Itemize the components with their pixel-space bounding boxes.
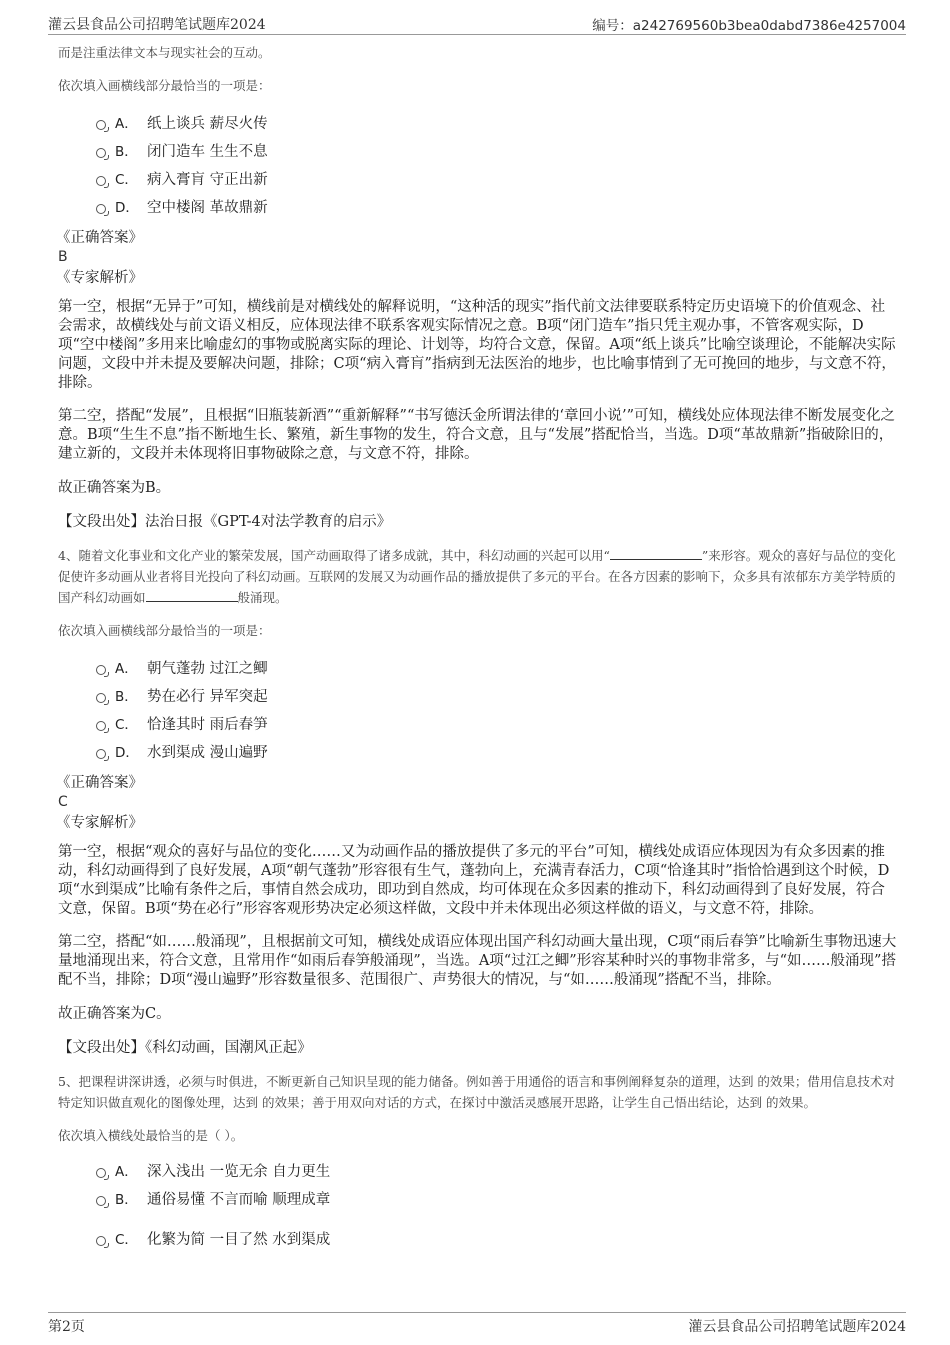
radio-icon[interactable] <box>96 176 106 186</box>
q3-option-a[interactable] <box>96 108 898 136</box>
option-text: 闭门造车 生生不息 <box>147 143 268 160</box>
option-text: 通俗易懂 不言而喻 顺理成章 <box>147 1191 331 1208</box>
q3-option-b[interactable] <box>96 136 898 164</box>
option-letter: A． <box>115 661 138 677</box>
header-title: 灌云县食品公司招聘笔试题库2024 <box>48 17 266 33</box>
q3-source: 【文段出处】法治日报《GPT-4对法学教育的启示》 <box>58 514 392 530</box>
q4-answer-label: 《正确答案》 <box>56 775 143 791</box>
q4-source: 【文段出处】《科幻动画，国潮风正起》 <box>58 1040 312 1056</box>
q4-analysis-paragraph-2: 第二空，搭配“如……般涌现”，且根据前文可知，横线处成语应体现出国产科幻动画大量出现，C项“雨后春笋”比喻新生事物迅速大量地涌现出来，符合文意，且常用作“如雨后春笋般涌现”，当选。A项“过江之鲫”形容某种时兴的事物非常多，与“如……般涌现”搭配不当，排除；D项“漫山遍野”形容数量很多、范围很广、声势很大的情况，与“如……般涌现”搭配不当，排除。 <box>58 934 897 988</box>
q3-option-c[interactable] <box>96 164 898 192</box>
option-letter: D． <box>115 200 139 216</box>
q3-answer: B <box>58 249 68 265</box>
radio-icon[interactable] <box>96 1196 106 1206</box>
q5-option-a[interactable] <box>96 1156 898 1184</box>
radio-icon[interactable] <box>96 693 106 703</box>
q4-analysis-paragraph-1: 第一空，根据“观众的喜好与品位的变化……又为动画作品的播放提供了多元的平台”可知，横线处成语应体现因为有众多因素的推动，科幻动画得到了良好发展，A项“朝气蓬勃”形容很有生气，蓬勃向上，充满青春活力，C项“恰逢其时”指恰恰遇到这个时候，D项“水到渠成”比喻有条件之后，事情自然会成功，即功到自然成，均可体现在众多因素的推动下，科幻动画得到了良好发展，符合文意，保留。B项“势在必行”形容客观形势决定必须这样做，文段中并未体现出必须这样做的语义，与文意不符，排除。 <box>58 844 890 917</box>
radio-icon[interactable] <box>96 120 106 130</box>
option-text: 恰逢其时 雨后春笋 <box>147 716 268 733</box>
radio-icon[interactable] <box>96 665 106 675</box>
q5-prompt: 依次填入横线处最恰当的是（ ）。 <box>58 1128 244 1143</box>
radio-icon[interactable] <box>96 749 106 759</box>
q3-answer-label: 《正确答案》 <box>56 230 143 246</box>
option-text: 深入浅出 一览无余 自力更生 <box>147 1163 331 1180</box>
option-letter: A． <box>115 1164 138 1180</box>
q4-option-a[interactable] <box>96 653 898 681</box>
q5-option-c[interactable] <box>96 1224 898 1252</box>
page-header <box>48 12 906 35</box>
q4-answer: C <box>58 794 68 810</box>
q3-stem-tail: 而是注重法律文本与现实社会的互动。 <box>58 45 271 60</box>
q5-option-b[interactable] <box>96 1184 898 1212</box>
q3-conclusion: 故正确答案为B。 <box>58 480 171 496</box>
document-code: 编号：a242769560b3bea0dabd7386e4257004 <box>592 18 906 34</box>
radio-icon[interactable] <box>96 1236 106 1246</box>
option-text: 病入膏肓 守正出新 <box>147 171 268 188</box>
option-letter: C． <box>115 1232 138 1248</box>
answer-blank <box>610 547 702 560</box>
q4-stem-part-2: ”来形容。观众的喜好与品位的变化促使许多动画从业者将目光投向了科幻动画。互联网的发展又为动画作品的播放提供了多元的平台。在各方因素的影响下，众多具有浓郁东方美学特质的国产科幻动画如 <box>58 548 896 605</box>
q3-analysis-paragraph-2: 第二空，搭配“发展”，且根据“旧瓶装新酒”“重新解释”“书写德沃金所谓法律的‘章回小说’”可知，横线处应体现法律不断发展变化之意。B项“生生不息”指不断地生长、繁殖，新生事物的发生，符合文意，且与“发展”搭配恰当，当选。D项“革故鼎新”指破除旧的，建立新的，文段并未体现将旧事物破除之意，与文意不符，排除。 <box>58 408 896 462</box>
q3-analysis-paragraph-1: 第一空，根据“无异于”可知，横线前是对横线处的解释说明，“这种活的现实”指代前文法律要联系特定历史语境下的价值观念、社会需求，故横线处与前文语义相反，应体现法律不联系客观实际情况之意。B项“闭门造车”指只凭主观办事，不管客观实际，D项“空中楼阁”多用来比喻虚幻的事物或脱离实际的理论、计划等，均符合文意，保留。A项“纸上谈兵”比喻空谈理论，不能解决实际问题，文段中并未提及要解决问题，排除；C项“病入膏肓”指病到无法医治的地步，也比喻事情到了无可挽回的地步，与文意不符，排除。 <box>58 299 896 391</box>
option-letter: B． <box>115 689 138 705</box>
option-letter: A． <box>115 116 138 132</box>
option-letter: B． <box>115 1192 138 1208</box>
q5-options <box>96 1156 898 1252</box>
q4-option-b[interactable] <box>96 681 898 709</box>
radio-icon[interactable] <box>96 148 106 158</box>
radio-icon[interactable] <box>96 721 106 731</box>
q3-option-d[interactable] <box>96 192 898 220</box>
q4-stem <box>58 545 898 608</box>
radio-icon[interactable] <box>96 204 106 214</box>
q4-analysis-label: 《专家解析》 <box>56 815 143 831</box>
q4-options <box>96 653 898 765</box>
option-letter: D． <box>115 745 139 761</box>
q5-stem: 5、把课程讲深讲透，必须与时俱进，不断更新自己知识呈现的能力储备。例如善于用通俗的语言和事例阐释复杂的道理，达到 的效果；借用信息技术对特定知识做直观化的图像处理，达到 的效果；善于用双向对话的方式，在探讨中激活灵感展开思路，让学生自己悟出结论，达到 的效果。 <box>58 1074 895 1110</box>
q3-analysis-label: 《专家解析》 <box>56 270 143 286</box>
option-text: 水到渠成 漫山遍野 <box>147 744 268 761</box>
q4-stem-part-1: 4、随着文化事业和文化产业的繁荣发展，国产动画取得了诸多成就，其中，科幻动画的兴起可以用“ <box>58 548 610 563</box>
q4-option-c[interactable] <box>96 709 898 737</box>
page-content <box>58 42 898 1252</box>
q4-stem-part-3: 般涌现。 <box>237 590 288 605</box>
option-text: 化繁为简 一目了然 水到渠成 <box>147 1231 331 1248</box>
footer-title: 灌云县食品公司招聘笔试题库2024 <box>688 1319 906 1335</box>
option-text: 朝气蓬勃 过江之鲫 <box>147 660 268 677</box>
option-letter: C． <box>115 172 138 188</box>
option-letter: B． <box>115 144 138 160</box>
q4-prompt: 依次填入画横线部分最恰当的一项是： <box>58 623 271 638</box>
q3-options <box>96 108 898 220</box>
radio-icon[interactable] <box>96 1168 106 1178</box>
q4-option-d[interactable] <box>96 737 898 765</box>
q4-conclusion: 故正确答案为C。 <box>58 1006 171 1022</box>
page-footer <box>48 1312 906 1337</box>
option-letter: C． <box>115 717 138 733</box>
option-text: 空中楼阁 革故鼎新 <box>147 199 268 216</box>
option-text: 势在必行 异军突起 <box>147 688 268 705</box>
q3-prompt: 依次填入画横线部分最恰当的一项是： <box>58 78 271 93</box>
page-number: 第2页 <box>48 1319 85 1335</box>
answer-blank <box>146 589 238 602</box>
option-text: 纸上谈兵 薪尽火传 <box>147 115 268 132</box>
